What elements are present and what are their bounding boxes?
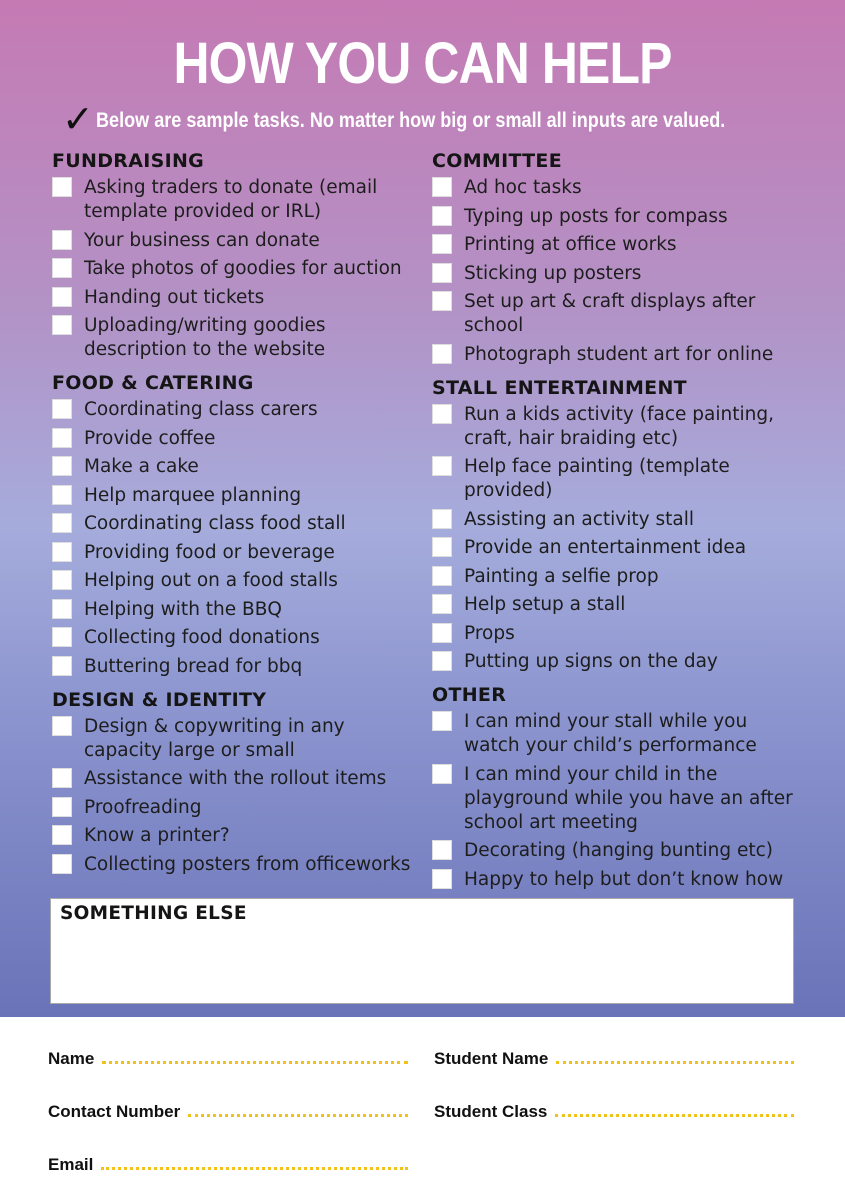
task-label: Help setup a stall: [464, 594, 626, 615]
task-label: Collecting posters from officeworks: [84, 853, 411, 875]
task-checkbox[interactable]: [432, 344, 452, 364]
task-item[interactable]: [432, 508, 802, 532]
task-item[interactable]: [52, 455, 422, 479]
task-checkbox[interactable]: [432, 566, 452, 586]
task-label: Your business can donate: [84, 229, 320, 251]
student-class-line[interactable]: [555, 1104, 794, 1117]
task-item[interactable]: [52, 512, 422, 536]
task-label: Know a printer?: [84, 825, 230, 846]
subtitle: [62, 92, 822, 141]
student-class-field[interactable]: [434, 1102, 794, 1122]
task-label: Provide coffee: [84, 427, 216, 449]
task-item[interactable]: [432, 290, 802, 338]
section-stall-entertainment: [432, 377, 802, 675]
subtitle-text: Below are sample tasks. No matter how big or small all inputs are valued.: [95, 109, 726, 132]
task-item[interactable]: [52, 767, 422, 791]
task-label: Decorating (hanging bunting etc): [464, 840, 773, 861]
task-checkbox[interactable]: [52, 428, 72, 448]
task-label: Help face painting (template provided): [464, 456, 730, 501]
task-checkbox[interactable]: [52, 627, 72, 647]
task-checkbox[interactable]: [52, 485, 72, 505]
task-label: Typing up posts for compass: [464, 205, 728, 227]
section-heading: STALL ENTERTAINMENT: [432, 376, 687, 399]
task-label: Coordinating class food stall: [84, 513, 346, 534]
task-label: Set up art & craft displays after school: [464, 291, 756, 336]
task-item[interactable]: [52, 715, 422, 763]
task-checkbox[interactable]: [432, 623, 452, 643]
task-checkbox[interactable]: [52, 315, 72, 335]
email-label: Email: [48, 1155, 94, 1174]
something-else-heading: SOMETHING ELSE: [60, 903, 247, 924]
task-label: I can mind your child in the playground while you have an after school art meeting: [464, 763, 793, 833]
name-line[interactable]: [102, 1051, 408, 1064]
task-item[interactable]: [52, 314, 422, 362]
task-label: Helping with the BBQ: [84, 598, 282, 620]
task-label: Ad hoc tasks: [464, 177, 582, 198]
contact-number-label: Contact Number: [48, 1102, 181, 1121]
task-item[interactable]: [432, 763, 802, 835]
page-title: HOW YOU CAN HELP: [173, 31, 672, 96]
task-item[interactable]: [432, 839, 802, 863]
task-item[interactable]: [52, 484, 422, 508]
checkmark-icon: ✓: [62, 97, 94, 141]
task-item[interactable]: [52, 626, 422, 650]
task-label: Assistance with the rollout items: [84, 768, 387, 789]
task-checkbox[interactable]: [432, 404, 452, 424]
section-food-catering: [52, 372, 422, 679]
task-checkbox[interactable]: [432, 869, 452, 889]
section-fundraising: [52, 150, 422, 362]
section-other: [432, 684, 802, 892]
student-class-label: Student Class: [434, 1102, 548, 1121]
section-design-identity: [52, 689, 422, 877]
task-label: Asking traders to donate (email template provided or IRL): [84, 177, 378, 222]
student-name-label: Student Name: [434, 1049, 549, 1068]
task-checkbox[interactable]: [52, 570, 72, 590]
task-label: Buttering bread for bbq: [84, 655, 303, 677]
task-label: Collecting food donations: [84, 627, 320, 648]
student-name-line[interactable]: [556, 1051, 794, 1064]
contact-number-line[interactable]: [188, 1104, 408, 1117]
left-column: [52, 150, 422, 887]
task-item[interactable]: [52, 655, 422, 679]
task-item[interactable]: [432, 710, 802, 758]
task-label: Providing food or beverage: [84, 541, 335, 563]
task-item[interactable]: [432, 565, 802, 589]
task-item[interactable]: [52, 853, 422, 877]
task-item[interactable]: [52, 796, 422, 820]
task-checkbox[interactable]: [52, 854, 72, 874]
task-item[interactable]: [432, 343, 802, 367]
task-item[interactable]: [432, 593, 802, 617]
task-checkbox[interactable]: [52, 542, 72, 562]
task-checkbox[interactable]: [52, 513, 72, 533]
task-item[interactable]: [432, 650, 802, 674]
task-checkbox[interactable]: [432, 234, 452, 254]
task-label: Help marquee planning: [84, 484, 302, 506]
task-label: Happy to help but don’t know how: [464, 868, 784, 890]
task-checkbox[interactable]: [52, 456, 72, 476]
task-item[interactable]: [432, 455, 802, 503]
task-item[interactable]: [52, 598, 422, 622]
task-checkbox[interactable]: [432, 764, 452, 784]
task-checkbox[interactable]: [432, 840, 452, 860]
task-checkbox[interactable]: [432, 206, 452, 226]
section-committee: [432, 150, 802, 367]
section-heading: OTHER: [432, 684, 507, 706]
task-item[interactable]: [432, 262, 802, 286]
task-checkbox[interactable]: [52, 399, 72, 419]
task-item[interactable]: [52, 541, 422, 565]
task-item[interactable]: [52, 257, 422, 281]
name-label: Name: [48, 1049, 95, 1068]
task-item[interactable]: [52, 427, 422, 451]
contact-form: [0, 1017, 845, 1200]
task-checkbox[interactable]: [432, 594, 452, 614]
task-checkbox[interactable]: [52, 768, 72, 788]
task-item[interactable]: [52, 824, 422, 848]
task-label: Proofreading: [84, 796, 202, 818]
section-heading: FUNDRAISING: [52, 150, 205, 172]
task-checkbox[interactable]: [432, 456, 452, 476]
task-checkbox[interactable]: [52, 716, 72, 736]
task-item[interactable]: [432, 403, 802, 451]
task-label: Helping out on a food stalls: [84, 570, 338, 591]
email-field[interactable]: [48, 1155, 408, 1175]
task-checkbox[interactable]: [52, 797, 72, 817]
task-label: Assisting an activity stall: [464, 508, 694, 530]
task-item[interactable]: [52, 569, 422, 593]
task-label: Run a kids activity (face painting, craft, hair braiding etc): [464, 403, 774, 449]
task-label: Take photos of goodies for auction: [84, 258, 402, 279]
task-label: Putting up signs on the day: [464, 651, 718, 672]
task-label: Props: [464, 622, 515, 644]
section-heading: FOOD & CATERING: [52, 372, 254, 394]
task-checkbox[interactable]: [432, 177, 452, 197]
email-line[interactable]: [101, 1157, 408, 1170]
task-label: Handing out tickets: [84, 286, 265, 308]
right-column: [432, 150, 802, 902]
task-label: Uploading/writing goodies description to the website: [84, 315, 326, 360]
task-checkbox[interactable]: [432, 263, 452, 283]
section-heading: COMMITTEE: [432, 150, 562, 172]
task-item[interactable]: [52, 286, 422, 310]
task-item[interactable]: [52, 176, 422, 224]
task-label: Printing at office works: [464, 234, 677, 255]
task-checkbox[interactable]: [432, 651, 452, 671]
task-item[interactable]: [432, 205, 802, 229]
task-item[interactable]: [52, 229, 422, 253]
task-checkbox[interactable]: [52, 230, 72, 250]
task-checkbox[interactable]: [52, 258, 72, 278]
task-checkbox[interactable]: [52, 825, 72, 845]
task-label: Provide an entertainment idea: [464, 537, 747, 558]
task-checkbox[interactable]: [432, 537, 452, 557]
section-heading: DESIGN & IDENTITY: [52, 688, 267, 711]
task-item[interactable]: [432, 536, 802, 560]
task-item[interactable]: [432, 868, 802, 892]
task-checkbox[interactable]: [52, 177, 72, 197]
task-checkbox[interactable]: [52, 599, 72, 619]
task-label: Make a cake: [84, 456, 199, 477]
task-label: Painting a selfie prop: [464, 565, 659, 587]
task-label: Sticking up posters: [464, 262, 642, 284]
name-field[interactable]: [48, 1049, 408, 1069]
task-checkbox[interactable]: [432, 509, 452, 529]
task-checkbox[interactable]: [432, 291, 452, 311]
task-checkbox[interactable]: [52, 656, 72, 676]
task-label: I can mind your stall while you watch your child’s performance: [464, 711, 757, 756]
task-checkbox[interactable]: [432, 711, 452, 731]
contact-number-field[interactable]: [48, 1102, 408, 1122]
something-else-box[interactable]: [50, 898, 794, 1004]
task-checkbox[interactable]: [52, 287, 72, 307]
task-label: Photograph student art for online: [464, 343, 774, 365]
task-item[interactable]: [432, 622, 802, 646]
task-item[interactable]: [432, 233, 802, 257]
task-label: Coordinating class carers: [84, 399, 318, 420]
task-label: Design & copywriting in any capacity large or small: [84, 715, 345, 761]
task-item[interactable]: [52, 398, 422, 422]
student-name-field[interactable]: [434, 1049, 794, 1069]
task-item[interactable]: [432, 176, 802, 200]
